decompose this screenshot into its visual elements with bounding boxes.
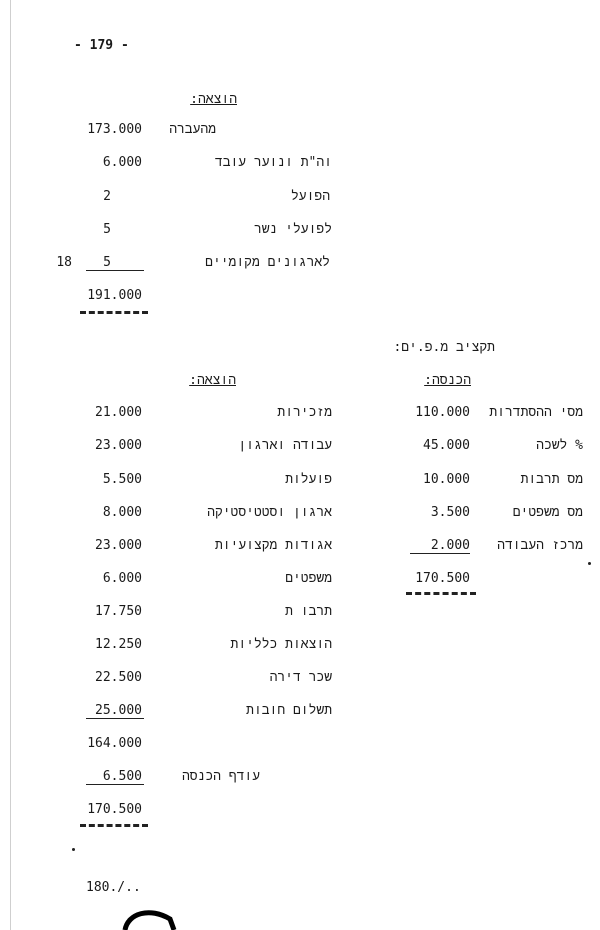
expense-row-label: אגודות מקצועיות xyxy=(214,538,332,553)
s1-side-note: 18 xyxy=(56,255,72,270)
stray-mark xyxy=(588,562,591,565)
page-number: - 179 - xyxy=(74,38,129,53)
s1-row-label: הפועל xyxy=(290,189,330,204)
income-row-label: % לשכה xyxy=(536,438,583,453)
s1-row-amount: 173.000 xyxy=(87,122,142,137)
s1-row-amount: 2 xyxy=(103,189,111,204)
income-underline xyxy=(410,553,470,554)
income-heading: הכנסה: xyxy=(424,373,471,388)
section1-heading: הוצאה: xyxy=(190,92,237,107)
income-row-amount: 45.000 xyxy=(423,438,470,453)
s1-row-label: וה"ת ונוער עובד xyxy=(214,155,332,170)
income-row-label: מרכז העבודה xyxy=(497,538,583,553)
expense-row-label: ארגון וסטטיסטיקה xyxy=(207,505,332,520)
page-margin-line xyxy=(10,0,11,930)
expense-row-amount: 21.000 xyxy=(95,405,142,420)
s1-underline xyxy=(86,270,144,271)
expense-row-label: עבודה וארגון xyxy=(238,438,332,453)
s1-row-amount: 6.000 xyxy=(102,155,142,170)
surplus-label: עודף הכנסה xyxy=(181,769,260,784)
expense-row-amount: 5.500 xyxy=(102,472,142,487)
income-row-label: מסי ההסתדרות xyxy=(489,405,583,420)
expense-row-amount: 17.750 xyxy=(95,604,142,619)
stray-mark xyxy=(72,848,75,851)
expense-row-amount: 22.500 xyxy=(95,670,142,685)
income-row-label: מס משפטים xyxy=(512,505,583,520)
income-total-double-rule xyxy=(406,592,476,598)
s1-total: 191.000 xyxy=(87,288,142,303)
continuation-marker: 180./.. xyxy=(86,880,141,895)
s1-row-label: לארגונים מקומיים xyxy=(205,255,330,270)
binder-hole-mark xyxy=(120,905,180,930)
s1-row-amount: 5 xyxy=(103,222,111,237)
expense-row-amount: 6.000 xyxy=(102,571,142,586)
expense-row-label: משפטים xyxy=(285,571,332,586)
expense-row-amount: 23.000 xyxy=(95,438,142,453)
expense-row-label: מזכירות xyxy=(277,405,332,420)
expense-row-label: הוצאות כלליות xyxy=(230,637,332,652)
expense-row-amount: 25.000 xyxy=(95,703,142,718)
expense-total-double-rule xyxy=(80,824,148,830)
expense-row-amount: 23.000 xyxy=(95,538,142,553)
s1-total-double-rule xyxy=(80,311,148,317)
income-row-label: מס תרבות xyxy=(520,472,583,487)
income-row-amount: 10.000 xyxy=(423,472,470,487)
income-row-amount: 3.500 xyxy=(430,505,470,520)
s1-row-label: מהעברה xyxy=(169,122,216,137)
expense-row-label: פועלות xyxy=(285,472,332,487)
expense-row-label: תשלום חובות xyxy=(246,703,332,718)
expense-row-amount: 12.250 xyxy=(95,637,142,652)
surplus-amount: 6.500 xyxy=(102,769,142,784)
s1-row-amount: 5 xyxy=(103,255,111,270)
expense-subtotal: 164.000 xyxy=(87,736,142,751)
expense-underline xyxy=(86,718,144,719)
income-row-amount: 2.000 xyxy=(430,538,470,553)
expense-row-amount: 8.000 xyxy=(102,505,142,520)
income-total: 170.500 xyxy=(415,571,470,586)
surplus-underline xyxy=(86,784,144,785)
income-row-amount: 110.000 xyxy=(415,405,470,420)
expense-total: 170.500 xyxy=(87,802,142,817)
expense-row-label: שכר דירה xyxy=(269,670,332,685)
expense-heading: הוצאה: xyxy=(189,373,236,388)
expense-row-label: תרבו ת xyxy=(285,604,332,619)
budget-title: תקציב מ.פ.ים: xyxy=(393,340,495,355)
s1-row-label: לפועלי נשר xyxy=(253,222,332,237)
